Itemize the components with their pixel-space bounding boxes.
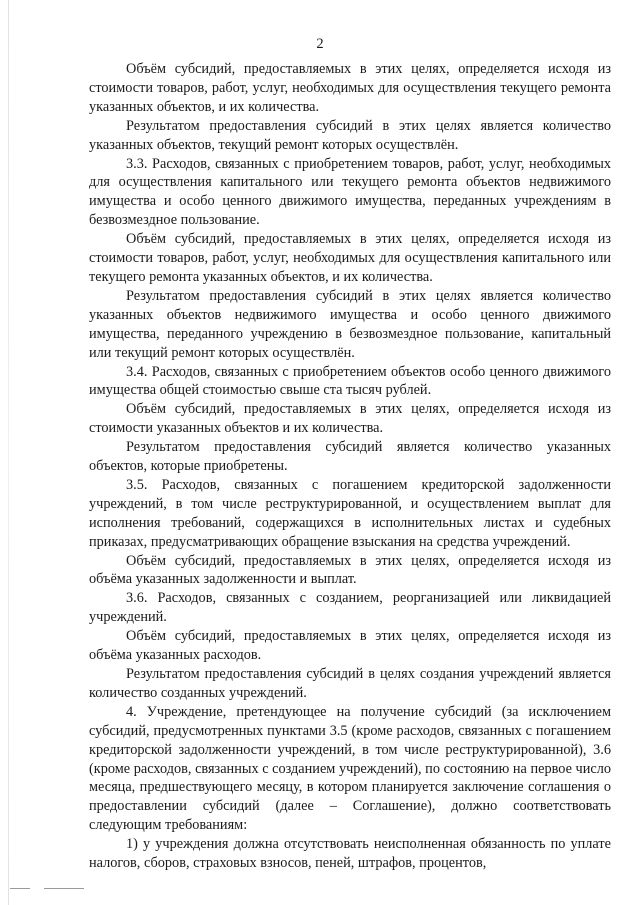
paragraph: 3.3. Расходов, связанных с приобретением товаров, работ, услуг, необходимых для осуществления капитального или текущего ремонта объектов недвижимого имущества и особо ценного движимого имущества, переданных учреждениям в безвозмездное пользование. [89,155,611,229]
paragraph: 3.4. Расходов, связанных с приобретением объектов особо ценного движимого имущества общей стоимостью свыше ста тысяч рублей. [89,363,611,399]
paragraph: 1) у учреждения должна отсутствовать неисполненная обязанность по уплате налогов, сборов, страховых взносов, пеней, штрафов, процентов, [89,836,611,872]
paragraph: Результатом предоставления субсидий в этих целях является количество указанных объектов, текущий ремонт которых осуществлён. [89,117,611,153]
paragraph: Объём субсидий, предоставляемых в этих целях, определяется исходя из стоимости товаров, работ, услуг, необходимых для осуществления текущего ремонта указанных объектов, и их количества. [89,61,611,115]
footer-scan-mark [44,888,84,889]
footer-scan-mark [10,888,30,889]
paragraph: Объём субсидий, предоставляемых в этих целях, определяется исходя из стоимости товаров, работ, услуг, необходимых для осуществления капитального или текущего ремонта указанных объектов, и их количества. [89,231,611,285]
paragraph: Объём субсидий, предоставляемых в этих целях, определяется исходя из объёма указанных задолженности и выплат. [89,552,611,588]
paragraph: 3.6. Расходов, связанных с созданием, реорганизацией или ликвидацией учреждений. [89,590,611,626]
paragraph: 4. Учреждение, претендующее на получение субсидий (за исключением субсидий, предусмотренных пунктами 3.5 (кроме расходов, связанных с погашением кредиторской задолженности учреждений, в том числе реструктурированной), 3.6 (кроме расходов, связанных с созданием учреждений), по состоянию на первое число месяца, предшествующего месяцу, в котором планируется заключение соглашения о предоставлении субсидий (далее – Соглашение), должно соответствовать следующим требованиям: [89,703,611,834]
paragraph: Объём субсидий, предоставляемых в этих целях, определяется исходя из объёма указанных расходов. [89,628,611,664]
paragraph: 3.5. Расходов, связанных с погашением кредиторской задолженности учреждений, в том числе реструктурированной, и осуществлением выплат для исполнения требований, содержащихся в исполнительных листах и судебных приказах, предусматривающих обращение взыскания на средства учреждений. [89,476,611,550]
paragraph: Результатом предоставления субсидий является количество указанных объектов, которые приобретены. [89,439,611,475]
scan-edge-line [8,0,9,905]
paragraph: Результатом предоставления субсидий в этих целях является количество указанных объектов недвижимого имущества и особо ценного движимого имущества, переданного учреждению в безвозмездное пользование, капитальный или текущий ремонт которых осуществлён. [89,287,611,361]
document-body [89,60,611,873]
paragraph: Объём субсидий, предоставляемых в этих целях, определяется исходя из стоимости указанных объектов и их количества. [89,401,611,437]
paragraph: Результатом предоставления субсидий в целях создания учреждений является количество созданных учреждений. [89,666,611,701]
page-number: 2 [316,36,324,52]
